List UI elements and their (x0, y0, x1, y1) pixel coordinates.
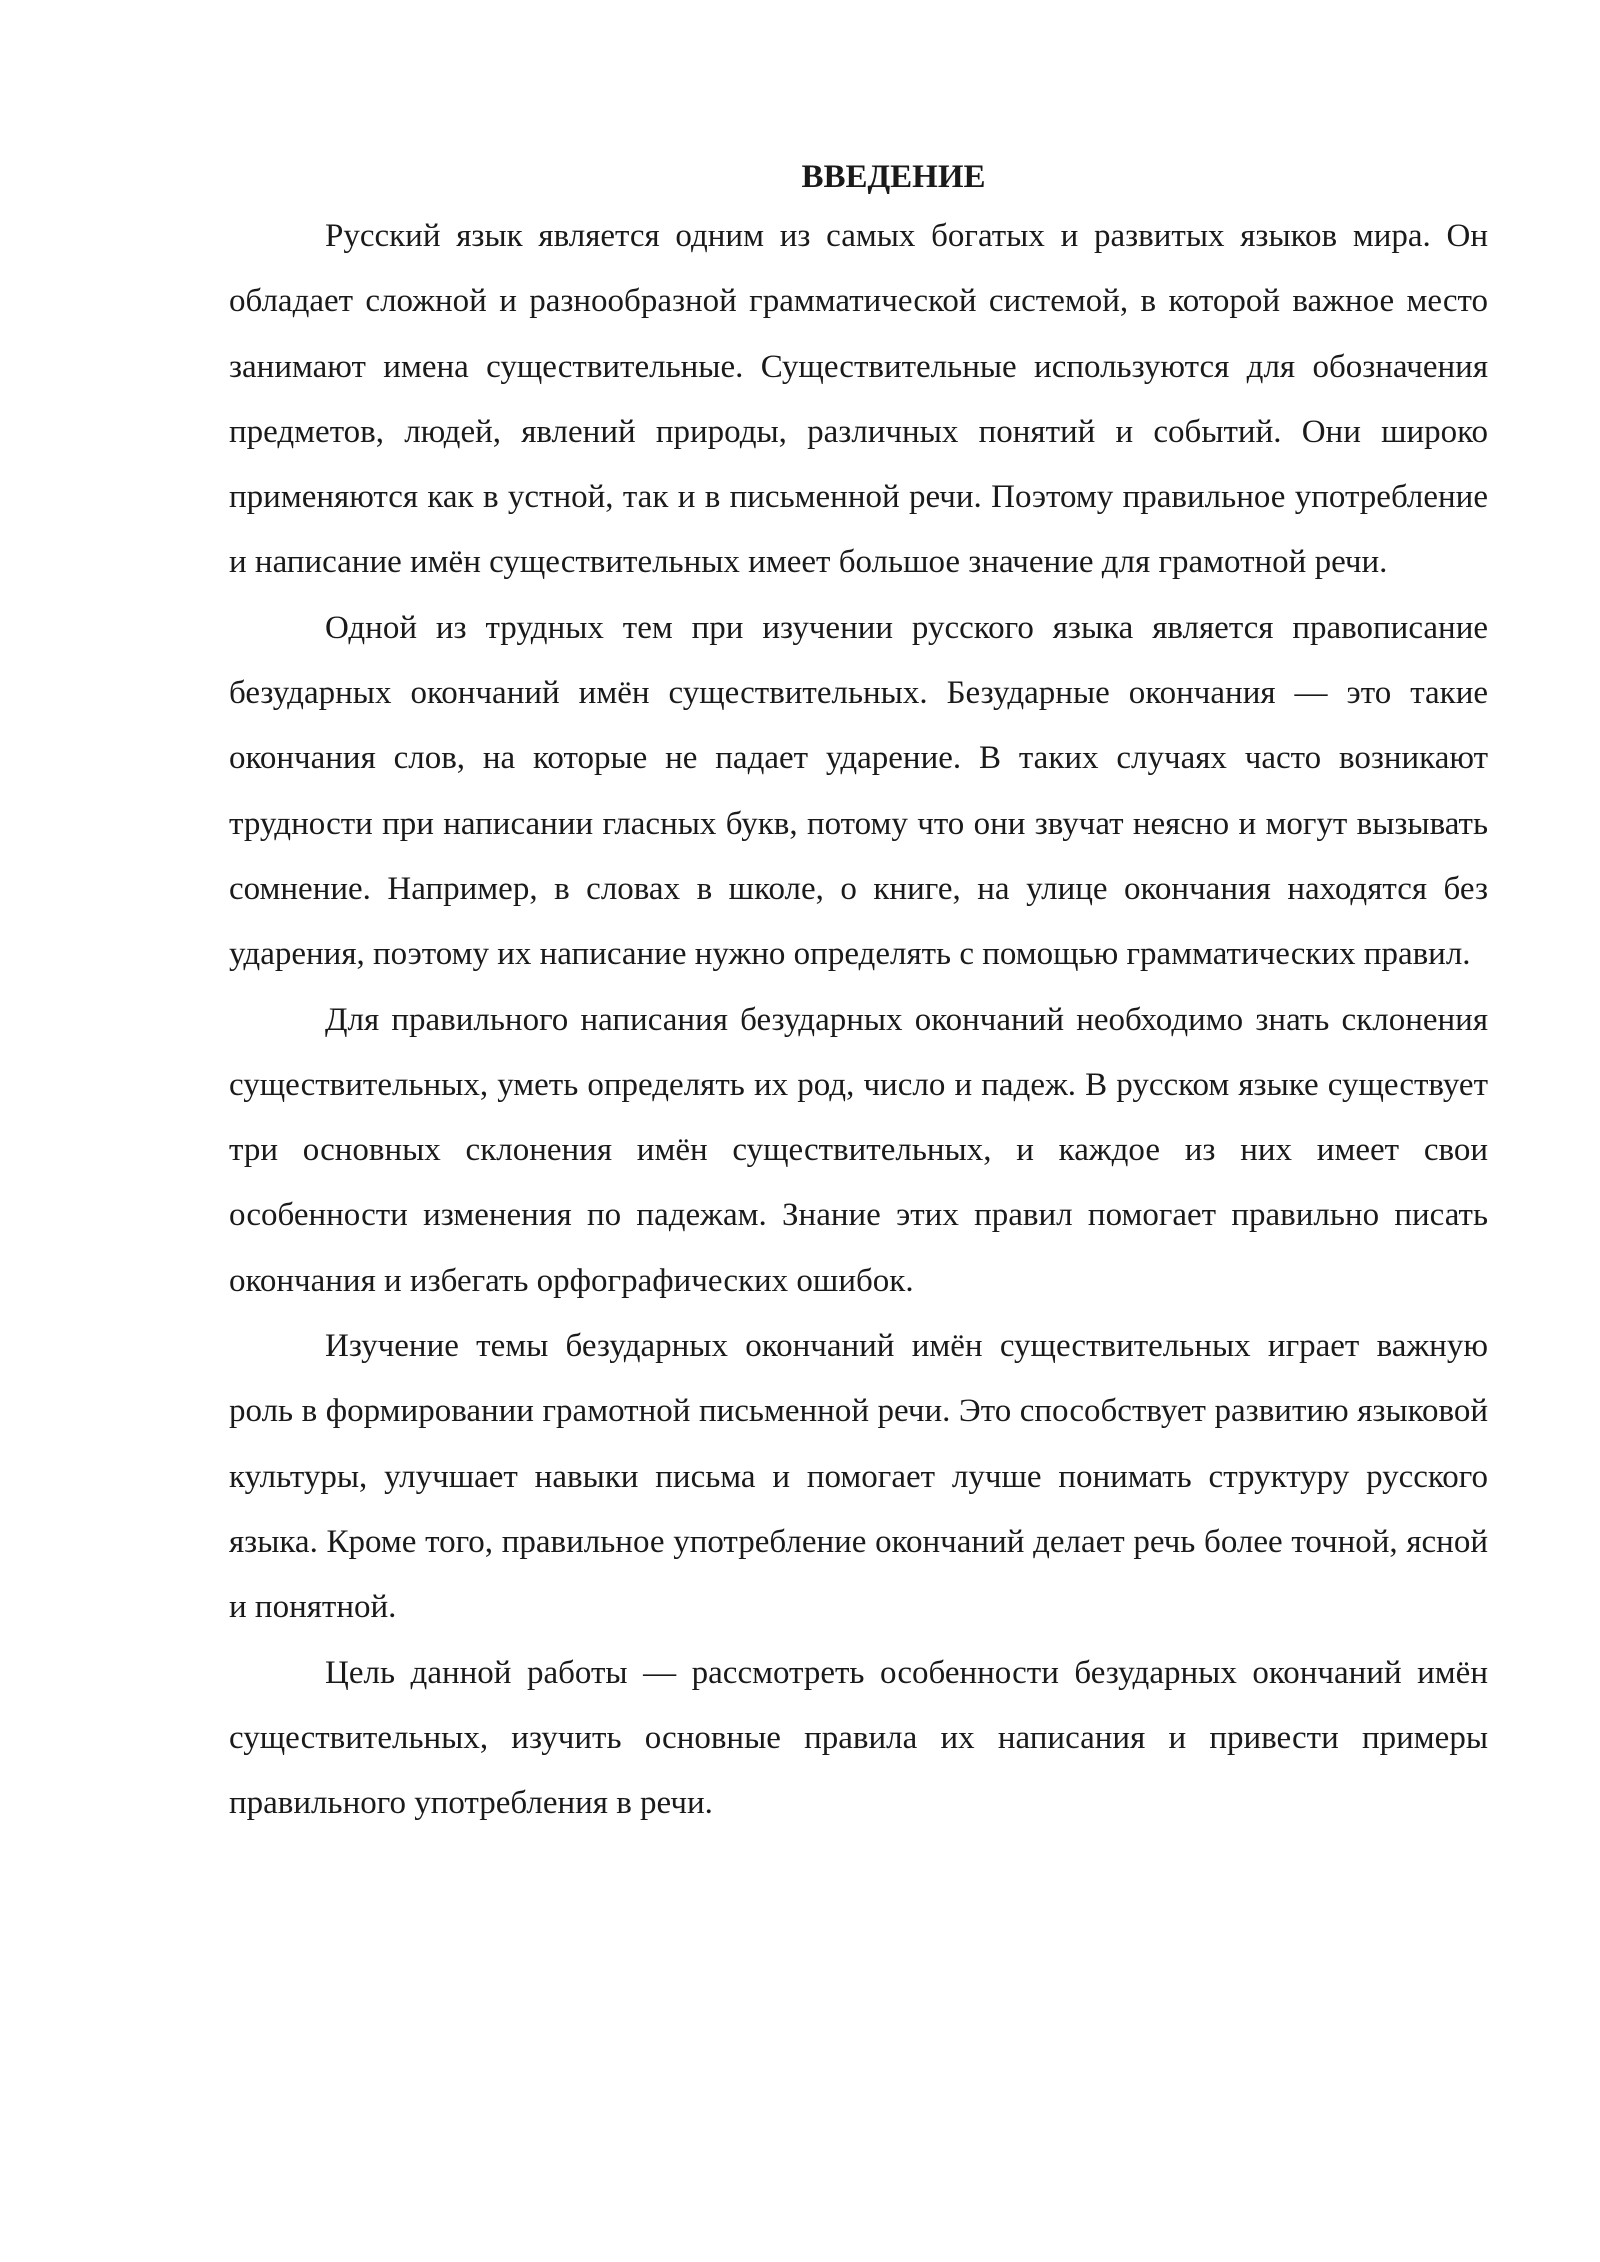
paragraph-5: Цель данной работы — рассмотреть особенности безударных окончаний имён существительных, изучить основные правила их написания и привести примеры правильного употребления в речи. (229, 1654, 1488, 1822)
paragraph-2: Одной из трудных тем при изучении русского языка является правописание безударных окончаний имён существительных. Безударные окончания — это такие окончания слов, на которые не падает ударение. В таких случаях часто возникают трудности при написании гласных букв, потому что они звучат неясно и могут вызывать сомнение. Например, в словах в школе, о книге, на улице окончания находятся без ударения, поэтому их написание нужно определять с помощью грамматических правил. (229, 609, 1488, 973)
section-title: ВВЕДЕНИЕ (801, 159, 986, 195)
paragraph-4: Изучение темы безударных окончаний имён существительных играет важную роль в формировании грамотной письменной речи. Это способствует развитию языковой культуры, улучшает навыки письма и помогает лучше понимать структуру русского языка. Кроме того, правильное употребление окончаний делает речь более точной, ясной и понятной. (229, 1328, 1488, 1626)
paragraph-1: Русский язык является одним из самых богатых и развитых языков мира. Он обладает сложной и разнообразной грамматической системой, в которой важное место занимают имена существительные. Существительные используются для обозначения предметов, людей, явлений природы, различных понятий и событий. Они широко применяются как в устной, так и в письменной речи. Поэтому правильное употребление и написание имён существительных имеет большое значение для грамотной речи. (229, 218, 1488, 581)
paragraph-3: Для правильного написания безударных окончаний необходимо знать склонения существительных, уметь определять их род, число и падеж. В русском языке существует три основных склонения имён существительных, и каждое из них имеет свои особенности изменения по падежам. Знание этих правил помогает правильно писать окончания и избегать орфографических ошибок. (229, 1001, 1488, 1299)
document-body (229, 150, 1488, 1836)
